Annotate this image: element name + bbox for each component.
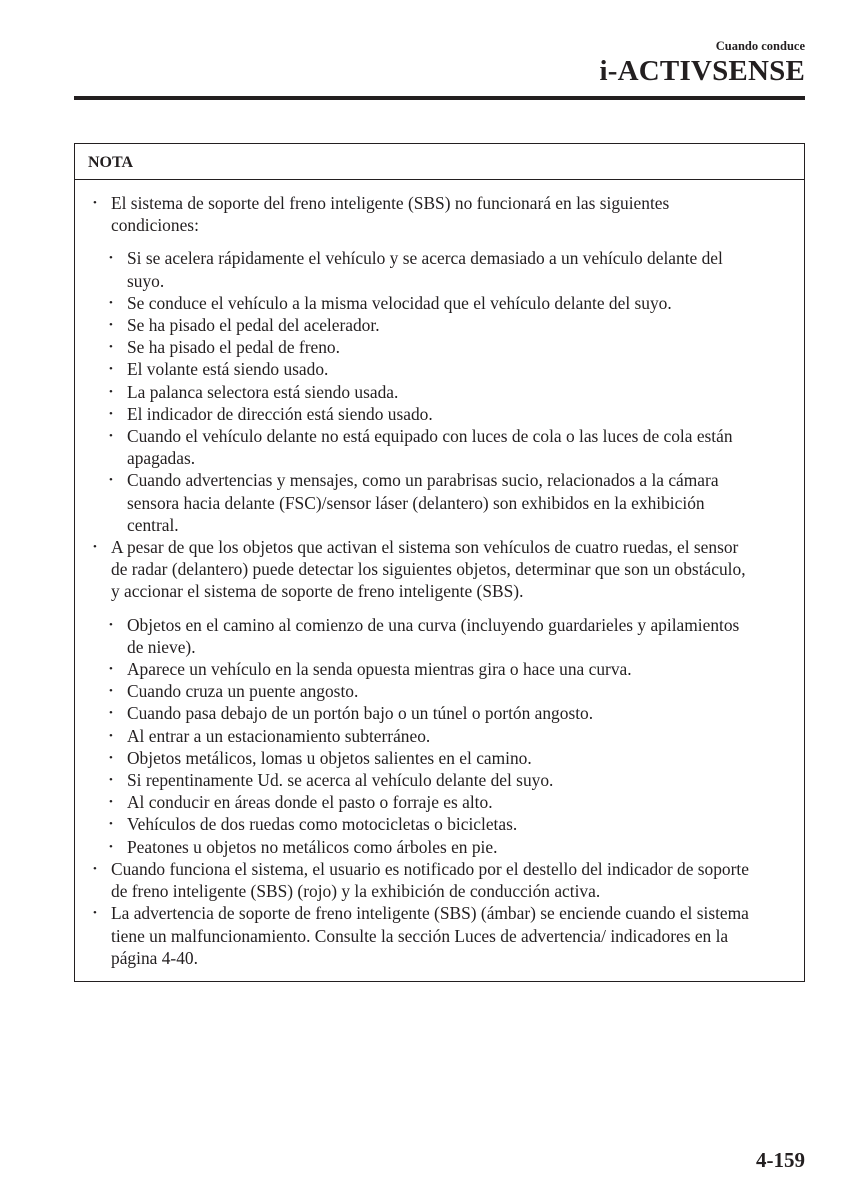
sub-list-item: • Si se acelera rápidamente el vehículo y se acerca demasiado a un vehículo delante del suyo.	[107, 247, 754, 291]
list-item-text: La advertencia de soporte de freno inteligente (SBS) (ámbar) se enciende cuando el sistema tiene un malfuncionamiento. Consulte la sección Luces de advertencia/ indicadores en la página 4-40.	[111, 903, 749, 968]
page-title: i-ACTIVSENSE	[599, 55, 805, 87]
list-item	[91, 858, 754, 902]
sub-list-item: • Peatones u objetos no metálicos como árboles en pie.	[107, 836, 754, 858]
list-item	[91, 192, 754, 536]
page-number: 4-159	[756, 1148, 805, 1172]
sub-list-item: • Aparece un vehículo en la senda opuesta mientras gira o hace una curva.	[107, 658, 754, 680]
sub-list-item: • Vehículos de dos ruedas como motocicletas o bicicletas.	[107, 813, 754, 835]
sub-list-item: • La palanca selectora está siendo usada.	[107, 381, 754, 403]
sub-list-item: • El indicador de dirección está siendo usado.	[107, 403, 754, 425]
sub-list-item: • Objetos en el camino al comienzo de una curva (incluyendo guardarieles y apilamientos de nieve).	[107, 614, 754, 658]
header-rule	[74, 96, 805, 100]
note-list	[91, 192, 754, 969]
sub-list-item: • Al entrar a un estacionamiento subterráneo.	[107, 725, 754, 747]
sub-list-item: • El volante está siendo usado.	[107, 358, 754, 380]
sub-list	[107, 614, 754, 858]
sub-list-item: • Cuando pasa debajo de un portón bajo o un túnel o portón angosto.	[107, 702, 754, 724]
list-item-text: Cuando funciona el sistema, el usuario es notificado por el destello del indicador de soporte de freno inteligente (SBS) (rojo) y la exhibición de conducción activa.	[111, 858, 749, 902]
sub-list-item: • Al conducir en áreas donde el pasto o forraje es alto.	[107, 791, 754, 813]
list-item-text: El sistema de soporte del freno inteligente (SBS) no funcionará en las siguientes condiciones:	[111, 193, 670, 236]
list-item	[91, 536, 754, 858]
sub-list-item: • Cuando cruza un puente angosto.	[107, 680, 754, 702]
sub-list-item: • Cuando advertencias y mensajes, como un parabrisas sucio, relacionados a la cámara sensora hacia delante (FSC)/sensor láser (delantero) son exhibidos en la exhibición central.	[107, 469, 754, 536]
list-item	[91, 902, 754, 969]
section-header: Cuando conduce	[715, 39, 805, 53]
sub-list-item: • Cuando el vehículo delante no está equipado con luces de cola o las luces de cola están apagadas.	[107, 425, 754, 469]
note-body	[75, 180, 804, 969]
sub-list-item: • Se ha pisado el pedal del acelerador.	[107, 314, 754, 336]
note-box	[74, 143, 805, 982]
sub-list-item: • Objetos metálicos, lomas u objetos salientes en el camino.	[107, 747, 754, 769]
sub-list-item: • Se conduce el vehículo a la misma velocidad que el vehículo delante del suyo.	[107, 292, 754, 314]
note-title: NOTA	[75, 144, 804, 180]
sub-list-item: • Si repentinamente Ud. se acerca al vehículo delante del suyo.	[107, 769, 754, 791]
list-item-text: A pesar de que los objetos que activan el sistema son vehículos de cuatro ruedas, el sensor de radar (delantero) puede detectar los siguientes objetos, determinar que son un obstáculo, y accionar el sistema de soporte de freno inteligente (SBS).	[111, 537, 746, 602]
sub-list	[107, 247, 754, 536]
sub-list-item: • Se ha pisado el pedal de freno.	[107, 336, 754, 358]
